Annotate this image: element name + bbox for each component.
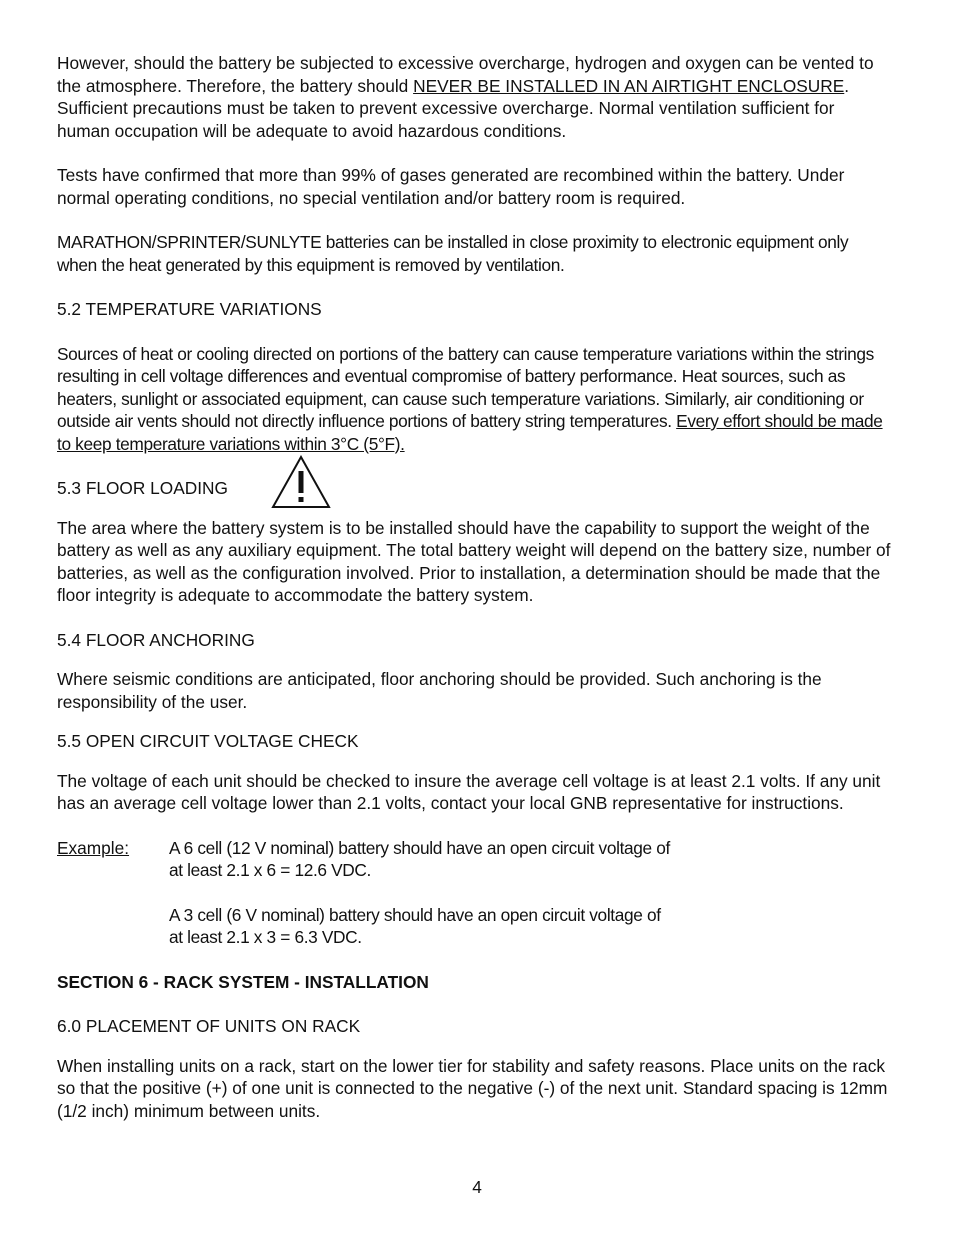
ocv-check-paragraph: The voltage of each unit should be checked to insure the average cell voltage is at least 2.1 volts. If any unit has an average cell voltage lower than 2.1 volts, contact your local GNB representative for instructions. [57,770,881,813]
ocv-example [57,837,892,949]
example-2 [169,904,892,949]
section-5-4-heading: 5.4 FLOOR ANCHORING [57,629,255,650]
ventilation-text-start: However, should the battery be subjected to excessive overcharge, hydrogen and oxygen can be vented to the atmosphere. Therefore, the battery should [57,53,874,96]
ventilation-text-end: . Sufficient precautions must be taken to prevent excessive overcharge. Normal ventilation sufficient for human occupation will be adequate to avoid hazardous conditions. [57,75,850,141]
section-5-5-heading: 5.5 OPEN CIRCUIT VOLTAGE CHECK [57,731,359,751]
floor-anchoring-paragraph: Where seismic conditions are anticipated, floor anchoring should be provided. Such anchoring is the responsibility of the user. [57,669,822,712]
example-1 [169,837,892,882]
section-5-2-heading: 5.2 TEMPERATURE VARIATIONS [57,299,322,319]
warning-triangle-icon [271,455,331,509]
example-body [169,837,892,949]
example-1-line-2: at least 2.1 x 6 = 12.6 VDC. [169,860,372,880]
temperature-variations-paragraph [57,343,892,456]
page-number: 4 [472,1177,482,1197]
example-2-line-1: A 3 cell (6 V nominal) battery should have an open circuit voltage of [169,904,661,925]
electronic-proximity-paragraph: MARATHON/SPRINTER/SUNLYTE batteries can be installed in close proximity to electronic equipment only when the heat generated by this equipment is removed by ventilation. [57,232,849,275]
gas-recombination-paragraph: Tests have confirmed that more than 99% of gases generated are recombined within the battery. Under normal operating conditions, no special ventilation and/or battery room is required. [57,165,845,208]
airtight-warning: NEVER BE INSTALLED IN AN AIRTIGHT ENCLOSURE [413,75,845,96]
floor-loading-paragraph: The area where the battery system is to be installed should have the capability to support the weight of the battery as well as any auxiliary equipment. The total battery weight will depend on the battery size, number of batteries, as well as the configuration involved. Prior to installation, a determination should be made that the floor integrity is adequate to accommodate the battery system. [57,517,891,605]
rack-placement-paragraph: When installing units on a rack, start on the lower tier for stability and safety reasons. Place units on the rack so that the positive (+) of one unit is connected to the negative (-) of the next unit. Standard spacing is 12mm (1/2 inch) minimum between units. [57,1055,888,1121]
section-6-heading: SECTION 6 - RACK SYSTEM - INSTALLATION [57,971,429,992]
temperature-requirement: Every effort should be made to keep temperature variations within 3°C (5°F). [57,411,883,454]
section-6-0-heading: 6.0 PLACEMENT OF UNITS ON RACK [57,1016,361,1036]
example-1-line-1: A 6 cell (12 V nominal) battery should have an open circuit voltage of [169,837,670,858]
temperature-text: Sources of heat or cooling directed on portions of the battery can cause temperature variations within the strings resulting in cell voltage differences and eventual compromise of battery performance. Heat sources, such as heaters, sunlight or associated equipment, can cause such temperature variations. Similarly, air conditioning or outside air vents should not directly influence portions of battery string temperatures. [57,343,874,431]
document-page [57,52,892,1122]
ventilation-paragraph [57,52,892,142]
floor-loading-heading-row [57,477,892,500]
example-2-line-2: at least 2.1 x 3 = 6.3 VDC. [169,927,362,947]
section-5-3-heading: 5.3 FLOOR LOADING [57,478,228,498]
example-label: Example: [57,837,130,858]
